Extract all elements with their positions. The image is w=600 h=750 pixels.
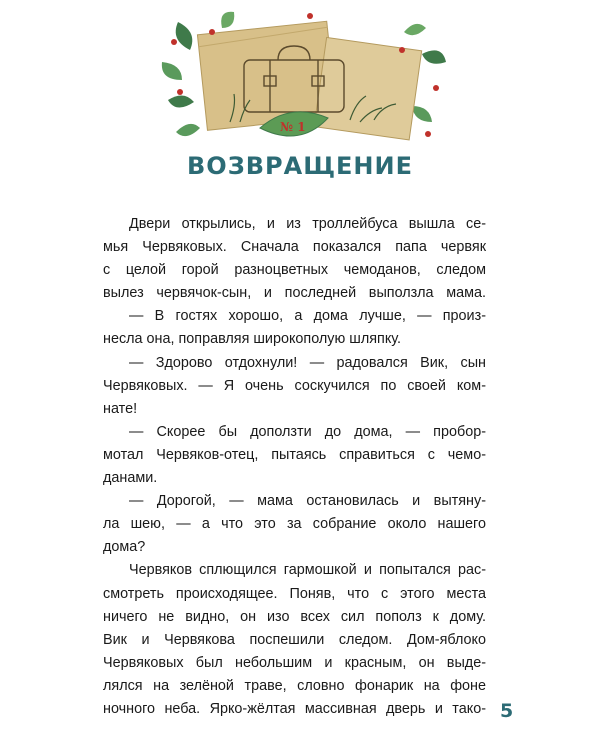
text-line: ла шею, — а что это за собрание около нашего bbox=[103, 516, 486, 533]
text-line: ничего не видно, он изо всех сил пополз к дому. bbox=[103, 608, 486, 625]
text-line: нате! bbox=[103, 400, 138, 417]
chapter-illustration bbox=[160, 10, 450, 150]
text-line: Червяковых. — Я очень соскучился по своей ком- bbox=[103, 377, 486, 394]
text-line: вылез червячок-сын, и последней выползла мама. bbox=[103, 285, 486, 302]
text-line: — Здорово отдохнули! — радовался Вик, сын bbox=[129, 354, 486, 371]
text-line: мья Червяковых. Сначала показался папа червяк bbox=[103, 239, 486, 256]
text-line: Червяковых был небольшим и красным, он выде- bbox=[103, 654, 486, 671]
text-line: дома? bbox=[103, 539, 146, 556]
text-line: — Скорее бы доползти до дома, — пробор- bbox=[129, 423, 486, 440]
text-line: ночного неба. Ярко-жёлтая массивная дверь и тако- bbox=[103, 700, 486, 717]
text-line: Вик и Червякова поспешили следом. Дом-яблоко bbox=[103, 631, 486, 648]
text-line: данами. bbox=[103, 470, 158, 487]
body-text bbox=[103, 213, 486, 721]
text-line: лялся на зелёной траве, словно фонарик на фоне bbox=[103, 677, 486, 694]
page-number: 5 bbox=[500, 700, 514, 722]
text-line: Червяков сплющился гармошкой и попытался рас- bbox=[129, 562, 486, 579]
text-line: Двери открылись, и из троллейбуса вышла се- bbox=[129, 216, 486, 232]
text-line: — Дорогой, — мама остановилась и вытяну- bbox=[129, 493, 486, 510]
text-line: несла она, поправляя широкополую шляпку. bbox=[103, 331, 402, 348]
text-line: — В гостях хорошо, а дома лучше, — произ- bbox=[129, 308, 486, 325]
chapter-number-badge: № 1 bbox=[280, 120, 306, 134]
suitcase-illustration-icon bbox=[160, 10, 450, 150]
text-line: мотал Червяков-отец, пытаясь справиться с чемо- bbox=[103, 446, 486, 463]
text-line: с целой горой разноцветных чемоданов, следом bbox=[103, 262, 486, 279]
chapter-title: ВОЗВРАЩЕНИЕ bbox=[187, 152, 413, 180]
text-line: смотреть происходящее. Поняв, что с этого места bbox=[103, 585, 486, 602]
